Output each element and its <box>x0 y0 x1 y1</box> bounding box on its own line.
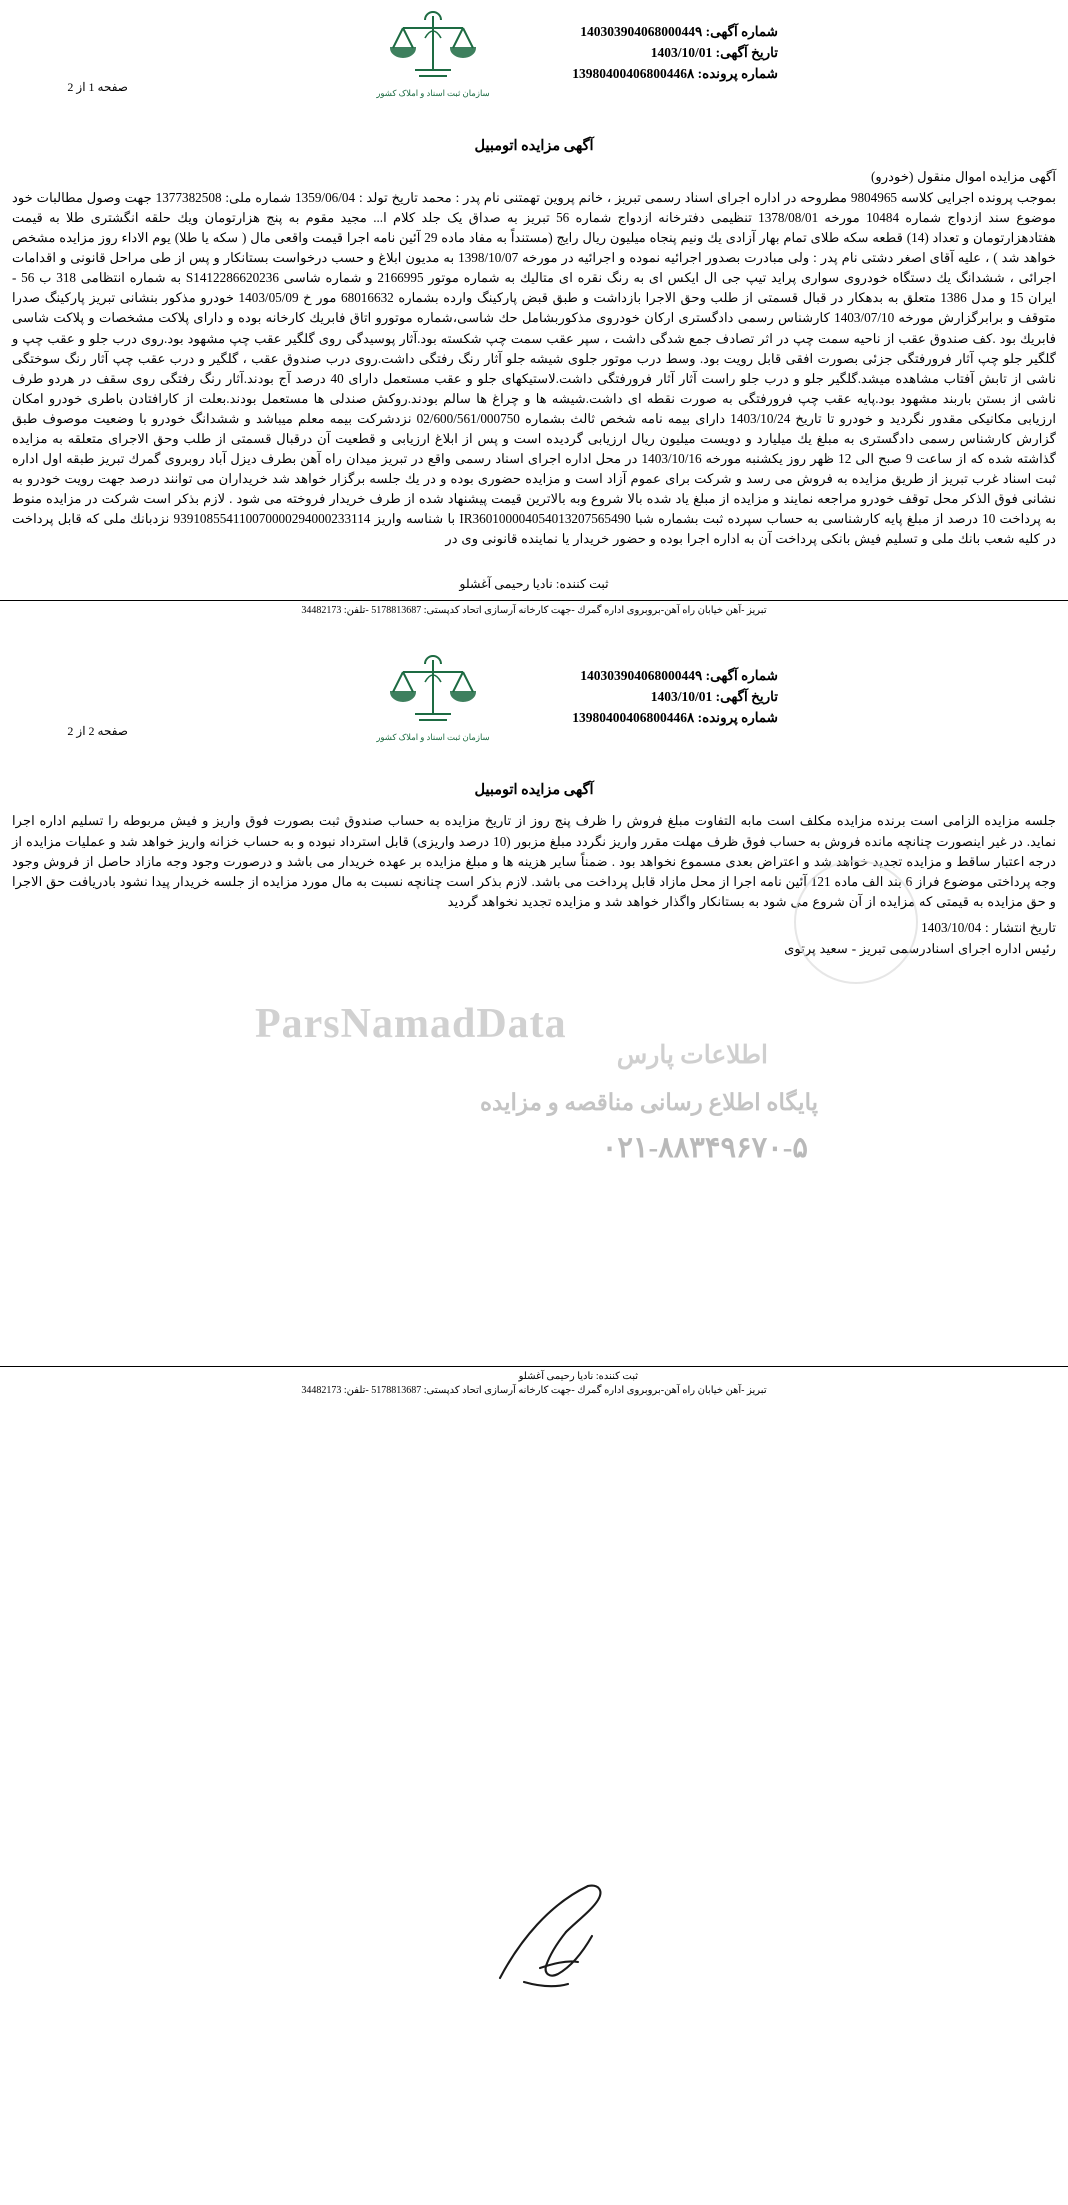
page-label-2: صفحه 2 از 2 <box>67 724 128 739</box>
footer-1 <box>0 600 1068 619</box>
signature-space-2 <box>0 1070 1068 1180</box>
organization-name: سازمان ثبت اسناد و املاک کشور <box>376 88 490 98</box>
notice-body-2 <box>0 811 1068 958</box>
page-title-2: آگهی مزایده اتومبیل <box>474 782 594 799</box>
registrar-label-2: ثبت کننده: <box>595 1370 638 1382</box>
meta-value-case-number-2: 13980400406800446۸ <box>572 710 695 726</box>
publish-date-value: 1403/10/04 <box>921 919 982 935</box>
meta-row-notice-number <box>572 22 778 43</box>
meta-value-notice-date-2: 1403/10/01 <box>650 689 713 705</box>
publish-date-label: تاریخ انتشار : <box>985 919 1056 935</box>
signature-space-4 <box>0 1290 1068 1360</box>
meta-row-notice-number-2 <box>572 666 778 687</box>
meta-value-case-number: 13980400406800446۸ <box>572 65 695 81</box>
watermark-brand-fa-bottom: پایگاه اطلاع رسانی مناقصه و مزایده <box>480 1090 818 1115</box>
official-title: رئیس اداره اجرای اسنادرسمی تبریز - سعید پرتوی <box>784 940 1056 956</box>
meta-label-notice-date-2: تاریخ آگهی: <box>715 689 778 705</box>
publish-date-row <box>12 918 1056 938</box>
meta-value-notice-number-2: 14030390406800044۹ <box>580 668 703 684</box>
registrar-signature-1 <box>0 575 1068 594</box>
registrar-label-1: ثبت کننده: <box>555 577 609 592</box>
watermark-phone: ۰۲۱-۸۸۳۴۹۶۷۰-۵ <box>601 1132 808 1164</box>
notice-subtitle-1: آگهی مزایده اموال منقول (خودرو) <box>871 169 1056 184</box>
header-section-1 <box>0 0 1068 120</box>
meta-row-case-number-2 <box>572 708 778 729</box>
meta-label-notice-number-2: شماره آگهی: <box>705 668 778 684</box>
registrar-name-2: نادیا رحیمی آغشلو <box>518 1370 594 1382</box>
meta-row-notice-date-2 <box>572 687 778 708</box>
meta-row-case-number <box>572 64 778 85</box>
judiciary-emblem <box>338 8 528 99</box>
judiciary-emblem-2 <box>338 652 528 743</box>
organization-name-2: سازمان ثبت اسناد و املاک کشور <box>376 732 490 743</box>
scales-of-justice-icon <box>385 652 481 730</box>
signature-space <box>0 960 1068 1070</box>
notice-paragraph-1: بموجب پرونده اجرایی کلاسه 9804965 مطروحه در اداره اجرای اسناد رسمی تبریز ، خانم پروین تهمتنی نام پدر : محمد تاریخ تولد : 1359/06/04 شماره ملی: 1377382508 جهت وصول مطالبات خود موضوع سند ازدواج شماره 10484 مورخه 1378/08/01 تنظیمی دفترخانه ازدواج شماره 56 تبریز به صداق یک جلد کلام ا... مجید مقوم به پنج هزارتومان ویك حلقه انگشتری طلا به قیمت هفتادهزارتومان و تعداد (14) قطعه سکه طلای تمام بهار آزادی یك ونیم پنجاه میلیون ریال رایج (مستنداً به مفاد ماده 29 آئین نامه اجرا قیمت واقعی مال ( سکه یا طلا) یوم الاداء روز مزایده مشخص خواهد شد ) ، علیه آقای اصغر دشتی نام پدر : ولی مبادرت بصدور اجرائیه نموده و اجرائیه در مورخه 1398/10/07 به مدیون ابلاغ و حسب درخواست بستانکار و پس از طی مراحل قانونی و اقدامات اجرائی ، ششدانگ یك دستگاه خودروی سواری پراید تیپ جی ال ایکس ای به رنگ نقره ای متالیك به شماره موتور 2166995 و شماره شاسی S1412286620236 به شماره انتظامی 318 ب 56 - ایران 15 و مدل 1386 متعلق به بدهکار در قبال قسمتی از طلب وحق الاجرا بازداشت و طبق قبض پارکینگ وارده بشماره 68016632 مور خ 1403/05/09 خودرو مذکور بنشانی تبریز پارکینگ صدرا متوقف و برابرگزارش مورخه 1403/07/10 کارشناس رسمی دادگستری ارکان خودروی مذکوربشامل حك شاسی،شماره موتورو اتاق فابریك کارخانه بوده و دارای پلاکت مشخصات و پلاکت شاسی فابریك بود .کف صندوق عقب از ناحیه سمت چپ در اثر تصادف جمع شدگی داشت ، سپر عقب سمت چپ شکسته بود.آثار پوسیدگی روی گلگیر عقب چپ مشهود بود.روی درب جلو و عقب چپ و گلگیر جلو چپ آثار فرورفتگی جزئی بصورت افقی قابل رویت بود. وسط درب موتور جلوی شیشه جلو آثار رنگ رفتگی داشت.روی درب صندوق عقب ، گلگیر و درب عقب چپ آثار رنگ سوختگی ناشی از تابش آفتاب مشاهده میشد.گلگیر جلو و درب جلو راست آثار آثار فرورفتگی داشت.لاستیکهای جلو و عقب مستعمل دارای 40 درصد آج بودند.آثار رنگ رفتگی روی سقف در هردو طرف ناشی از بستن باربند مشهود بود.پایه عقب چپ فرورفتگی به صورت نقطه ای داشت.شیشه ها و چراغ ها سالم بودند.روکش صندلی ها مستعمل بودند.بعلت از کارافتادن باطری خودرو امکان ارزیابی مکانیکی مقدور نگردید و خودرو تا تاریخ 1403/10/24 دارای بیمه نامه شخص ثالث بشماره 02/600/561/000750 نزدشرکت بیمه معلم میباشد و ششدانگ خودرو با وضعیت موصوف طبق گزارش کارشناس رسمی دادگستری به مبلغ یك میلیارد و دویست میلیون ریال ارزیابی گردیده است و پس از ابلاغ ارزیابی و قطعیت آن درقبال قسمتی از طلب وحق الاجرای متعلقه به مزایده گذاشته شده که از ساعت 9 صبح الی 12 ظهر روز یکشنبه مورخه 1403/10/16 در محل اداره اجرای اسناد رسمی واقع در تبریز میدان راه آهن بطرف دیزل آباد روبروی گمرك تبریز طبقه اول اداره ثبت اسناد غرب تبریز از طریق مزایده به فروش می رسد و شرکت برای عموم آزاد است و مزایده حضوری بوده و در یك جلسه برگزار خواهد شد خریداران می توانند درصد جهت رویت خودرو به نشانی فوق الذکر محل توقف خودرو مراجعه نمایند و مزایده از مبلغ یاد شده بالا شروع وبه بالاترین قیمت پیشنهاد شده از طرف خریدار فروخته می شود . لازم بذکر است شرکت در مزایده منوط به پرداخت 10 درصد از مبلغ پایه کارشناسی به حساب سپرده ثبت بشماره شبا IR360100004054013207565490 با شناسه واریز 939108554110070000294000233114 نزدبانك ملی که قابل پرداخت در کلیه شعب بانك ملی و تسلیم فیش بانکی پرداخت آن به اداره اجرا بوده و حضور خریدار یا نماینده قانونی وی در <box>12 190 1057 547</box>
meta-row-notice-date <box>572 43 778 64</box>
notice-section-1 <box>0 0 1068 618</box>
footer-address-1: تبریز -آهن خیابان راه آهن-بروبروی اداره گمرك -جهت کارخانه آرسازی اتحاد کدپستی: 5178813687 -تلفن: 34482173 <box>301 604 767 616</box>
meta-label-case-number: شماره پرونده: <box>697 65 778 81</box>
footer-2 <box>0 1366 1068 1399</box>
handwritten-signature <box>480 1870 660 2000</box>
notice-paragraph-2: جلسه مزایده الزامی است برنده مزایده مکلف است مابه التفاوت مبلغ فروش را ظرف پنج روز از تاریخ مزایده به حساب صندوق ثبت بصورت فوق واریز و فیش مربوطه را تسلیم اداره اجرا نماید. در غیر اینصورت چنانچه مانده فروش به حساب فوق ظرف مهلت مقرر واریز نگردد مبلغ مزبور (10 درصد واریزی) قابل استرداد نبوده و به حساب خزانه واریز خواهد شد و عملیات مزایده از درجه اعتبار ساقط و مزایده تجدید خواهد شد و اعتراض بعدی مسموع نخواهد بود . ضمناً سایر هزینه ها و مبلغ مزایده بر عهده خریدار می باشد و درصورت وجود وجه مازاد حاصل از فروش وجود وجه پرداختی موضوع فراز 6 بند الف ماده 121 آئین نامه اجرا از محل مازاد قابل پرداخت می باشد. لازم بذکر است چنانچه نسبت به مال مورد مزایده از جلسه خریدار پیدا نشود بادریافت حق الاجرا و حق مزایده به قیمتی که مزایده از آن شروع می شود به بستانکار واگذار خواهد شد و مزایده تجدید نخواهد گردید <box>12 813 1057 909</box>
meta-value-notice-number: 14030390406800044۹ <box>580 24 703 39</box>
notice-meta-2 <box>572 666 778 729</box>
scales-of-justice-icon <box>385 8 481 86</box>
header-section-2 <box>0 644 1068 764</box>
signature-space-3 <box>0 1180 1068 1290</box>
watermark-brand-fa-top: اطلاعات پارس <box>616 1042 768 1069</box>
meta-value-notice-date: 1403/10/01 <box>650 44 713 60</box>
notice-body-1 <box>0 167 1068 549</box>
footer-address-2: تبریز -آهن خیابان راه آهن-بروبروی اداره گمرك -جهت کارخانه آرسازی اتحاد کدپستی: 5178813687 -تلفن: 34482173 <box>301 1385 767 1397</box>
page-label-1: صفحه 1 از 2 <box>67 80 128 94</box>
page-title-1: آگهی مزایده اتومبیل <box>474 138 594 154</box>
meta-label-notice-date: تاریخ آگهی: <box>715 44 778 60</box>
notice-section-2 <box>0 644 1068 1398</box>
meta-label-notice-number: شماره آگهی: <box>705 24 778 39</box>
meta-label-case-number-2: شماره پرونده: <box>697 710 778 726</box>
notice-meta-1 <box>572 22 778 85</box>
watermark-brand-latin: ParsNamadData <box>255 1001 567 1047</box>
registrar-name-1: نادیا رحیمی آغشلو <box>459 577 553 592</box>
registrar-signature-2 <box>0 1370 1068 1385</box>
